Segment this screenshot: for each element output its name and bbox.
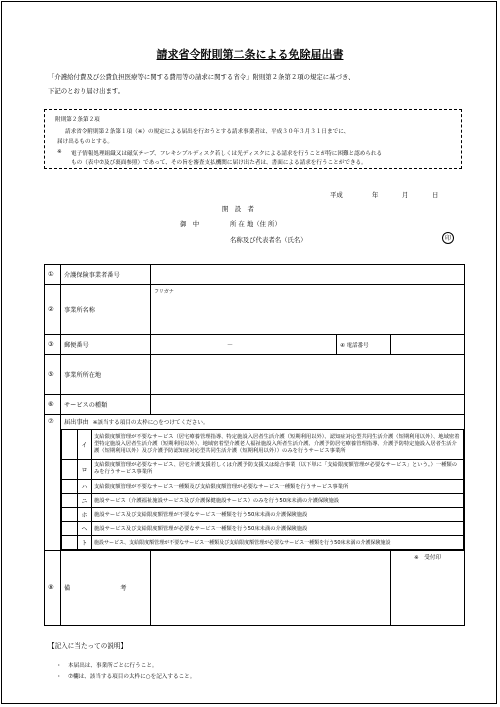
date-year: 年 [372, 191, 379, 199]
reason-to-text: 施設サービス、支給限度額管理が不要なサービス一種類及び支給限度額管理が必要なサービス一種類を行う50床未満の介護保険施設 [92, 535, 464, 549]
note-text-3: 電子情報処理組織又は磁気テープ、フレキシブルディスク若しくは光ディスクによる請求を行うことが特に困難と認められる [71, 151, 383, 157]
instruction-bullet-1: ・ [56, 663, 62, 669]
receipt-stamp-area [390, 550, 464, 625]
reason-ro-checkbox[interactable] [62, 459, 78, 479]
row1-label: 介護保険事業者番号 [61, 265, 151, 285]
intro-line-2: 下記のとおり届け出ます。 [48, 87, 125, 95]
form-row-3 [45, 335, 465, 355]
phone-number-field[interactable] [390, 335, 464, 355]
reason-to-key: ト [78, 535, 92, 549]
form-row-8 [45, 550, 465, 625]
reason-i-key: イ [78, 429, 92, 459]
reason-ho-checkbox[interactable] [62, 507, 78, 521]
row3-number: ③ [45, 335, 61, 355]
date-day: 日 [432, 191, 439, 199]
note-asterisk: ※ [57, 149, 62, 155]
reason-options-table [61, 429, 464, 550]
row8-label-a: 備 [64, 585, 71, 592]
date-era: 平成 [330, 191, 343, 199]
form-row-5 [45, 355, 465, 395]
instruction-1: 本届出は、事業所ごとに行うこと。 [68, 663, 158, 669]
form-row-7-options [45, 429, 465, 551]
addressee-label: 御 中 [180, 220, 200, 228]
row6-label: サービスの種類 [61, 395, 151, 415]
reason-options-cell [61, 429, 465, 551]
founder-label: 開 設 者 [222, 205, 254, 213]
row1-number: ① [45, 265, 61, 285]
row2-label: 事業所名称 [61, 285, 151, 335]
instructions-heading: 【記入に当たっての説明】 [48, 642, 128, 650]
reason-row-he [62, 521, 464, 535]
document-title: 請求省令附則第二条による免除届出書 [156, 48, 344, 61]
remarks-field[interactable] [151, 550, 391, 625]
row7-note: ※該当する項目の太枠に○をつけてください。 [92, 420, 209, 427]
note-heading: 附則第２条第２項 [55, 117, 100, 123]
row8-number: ⑧ [45, 550, 61, 625]
reason-row-ha [62, 479, 464, 493]
form-row-7-header [45, 415, 465, 429]
note-text-1: 請求省令附則第２条第１項（※）の規定による届出を行おうとする請求事業者は、平成３０年３月３１日までに、 [65, 129, 350, 135]
phone-label-cell [336, 335, 390, 355]
receipt-label: ※ 受付印 [413, 554, 442, 561]
row5-label: 事業所所在地 [61, 355, 151, 395]
row8-label-cell [61, 550, 151, 625]
application-form-table [44, 264, 465, 626]
reason-ha-checkbox[interactable] [62, 479, 78, 493]
reason-row-ro [62, 459, 464, 479]
form-row-1 [45, 265, 465, 285]
reason-i-checkbox[interactable] [62, 429, 78, 459]
postal-dash: － [226, 342, 234, 349]
form-row-6 [45, 395, 465, 415]
row4-label: 電話番号 [346, 342, 369, 349]
reason-ro-text: 支給限度額管理が必要なサービス、居宅介護支援若しくは介護予防支援又は総合事業（以下単に「支給限度額管理が必要なサービス」という。）一種類のみを行うサービス事業所 [92, 459, 464, 479]
reason-ni-key: ニ [78, 493, 92, 507]
service-type-field[interactable] [151, 395, 465, 415]
date-month: 月 [402, 191, 409, 199]
reason-he-text: 施設サービス及び支給限度額管理が必要なサービス一種類を行う50床未満の介護保険施設 [92, 521, 464, 535]
address-label: 所 在 地（住 所） [230, 220, 281, 228]
reason-row-to [62, 535, 464, 549]
row5-number: ⑤ [45, 355, 61, 395]
reason-i-text: 支給限度額管理が不要なサービス（居宅療養管理指導、特定施設入居者生活介護（短期利用以外）、認知症対応型共同生活介護（短期利用以外）、地域密着型特定施設入居者生活介護（短期利用以外）、地域密着型介護老人福祉施設入所者生活介護、介護予防居宅療養管理指導、介護予防特定施設入居者生活介護（短期利用以外）及び介護予防認知症対応型共同生活介護（短期利用以外））のみを行うサービス事業所 [92, 429, 464, 459]
row4-number: ④ [339, 342, 345, 349]
row3-label: 郵便番号 [61, 335, 151, 355]
note-text-4: もの（表中⑦及び裏面参照）であって、その旨を審査支払機関に届け出た者は、書面による請求を行うことができる。 [71, 160, 367, 166]
row7-label: 届出事由 [64, 419, 89, 427]
row7-spacer [45, 429, 61, 551]
intro-line-1: 「介護給付費及び公費負担医療等に関する費用等の請求に関する省令」附則第２条第２項の規定に基づき、 [48, 73, 355, 81]
reason-he-checkbox[interactable] [62, 521, 78, 535]
furigana-label: フリガナ [154, 289, 174, 295]
note-text-2: 届け出るものとする。 [57, 139, 113, 145]
provider-number-field[interactable] [151, 265, 465, 285]
reason-ni-checkbox[interactable] [62, 493, 78, 507]
reason-ho-key: ホ [78, 507, 92, 521]
row7-number: ⑦ [45, 415, 61, 429]
form-row-2 [45, 285, 465, 335]
facility-address-field[interactable] [151, 355, 465, 395]
row7-heading-cell [61, 415, 465, 429]
row2-number: ② [45, 285, 61, 335]
provision-note-box [44, 109, 462, 169]
facility-name-field[interactable] [151, 285, 465, 335]
reason-ha-text: 支給限度額管理が不要なサービス一種類及び支給限度額管理が必要なサービス一種類を行うサービス事業所 [92, 479, 464, 493]
reason-row-ho [62, 507, 464, 521]
reason-row-i [62, 429, 464, 459]
reason-ho-text: 施設サービス及び支給限度額管理が不要なサービス一種類を行う50床未満の介護保険施設 [92, 507, 464, 521]
row6-number: ⑥ [45, 395, 61, 415]
reason-ro-key: ロ [78, 459, 92, 479]
postal-code-field[interactable] [151, 335, 337, 355]
representative-name-label: 名称及び代表者名（氏名） [230, 236, 307, 244]
reason-ha-key: ハ [78, 479, 92, 493]
reason-row-ni [62, 493, 464, 507]
seal-mark: 印 [442, 232, 454, 244]
reason-he-key: ヘ [78, 521, 92, 535]
instruction-bullet-2: ・ [56, 674, 62, 680]
row8-label-b: 考 [120, 585, 127, 592]
reason-ni-text: 施設サービス（介護福祉施設サービス及び介護保健施設サービス）のみを行う50床未満の介護保険施設 [92, 493, 464, 507]
instruction-2: ⑦欄は、該当する項目の太枠に○を記入すること。 [68, 674, 196, 680]
reason-to-checkbox[interactable] [62, 535, 78, 549]
